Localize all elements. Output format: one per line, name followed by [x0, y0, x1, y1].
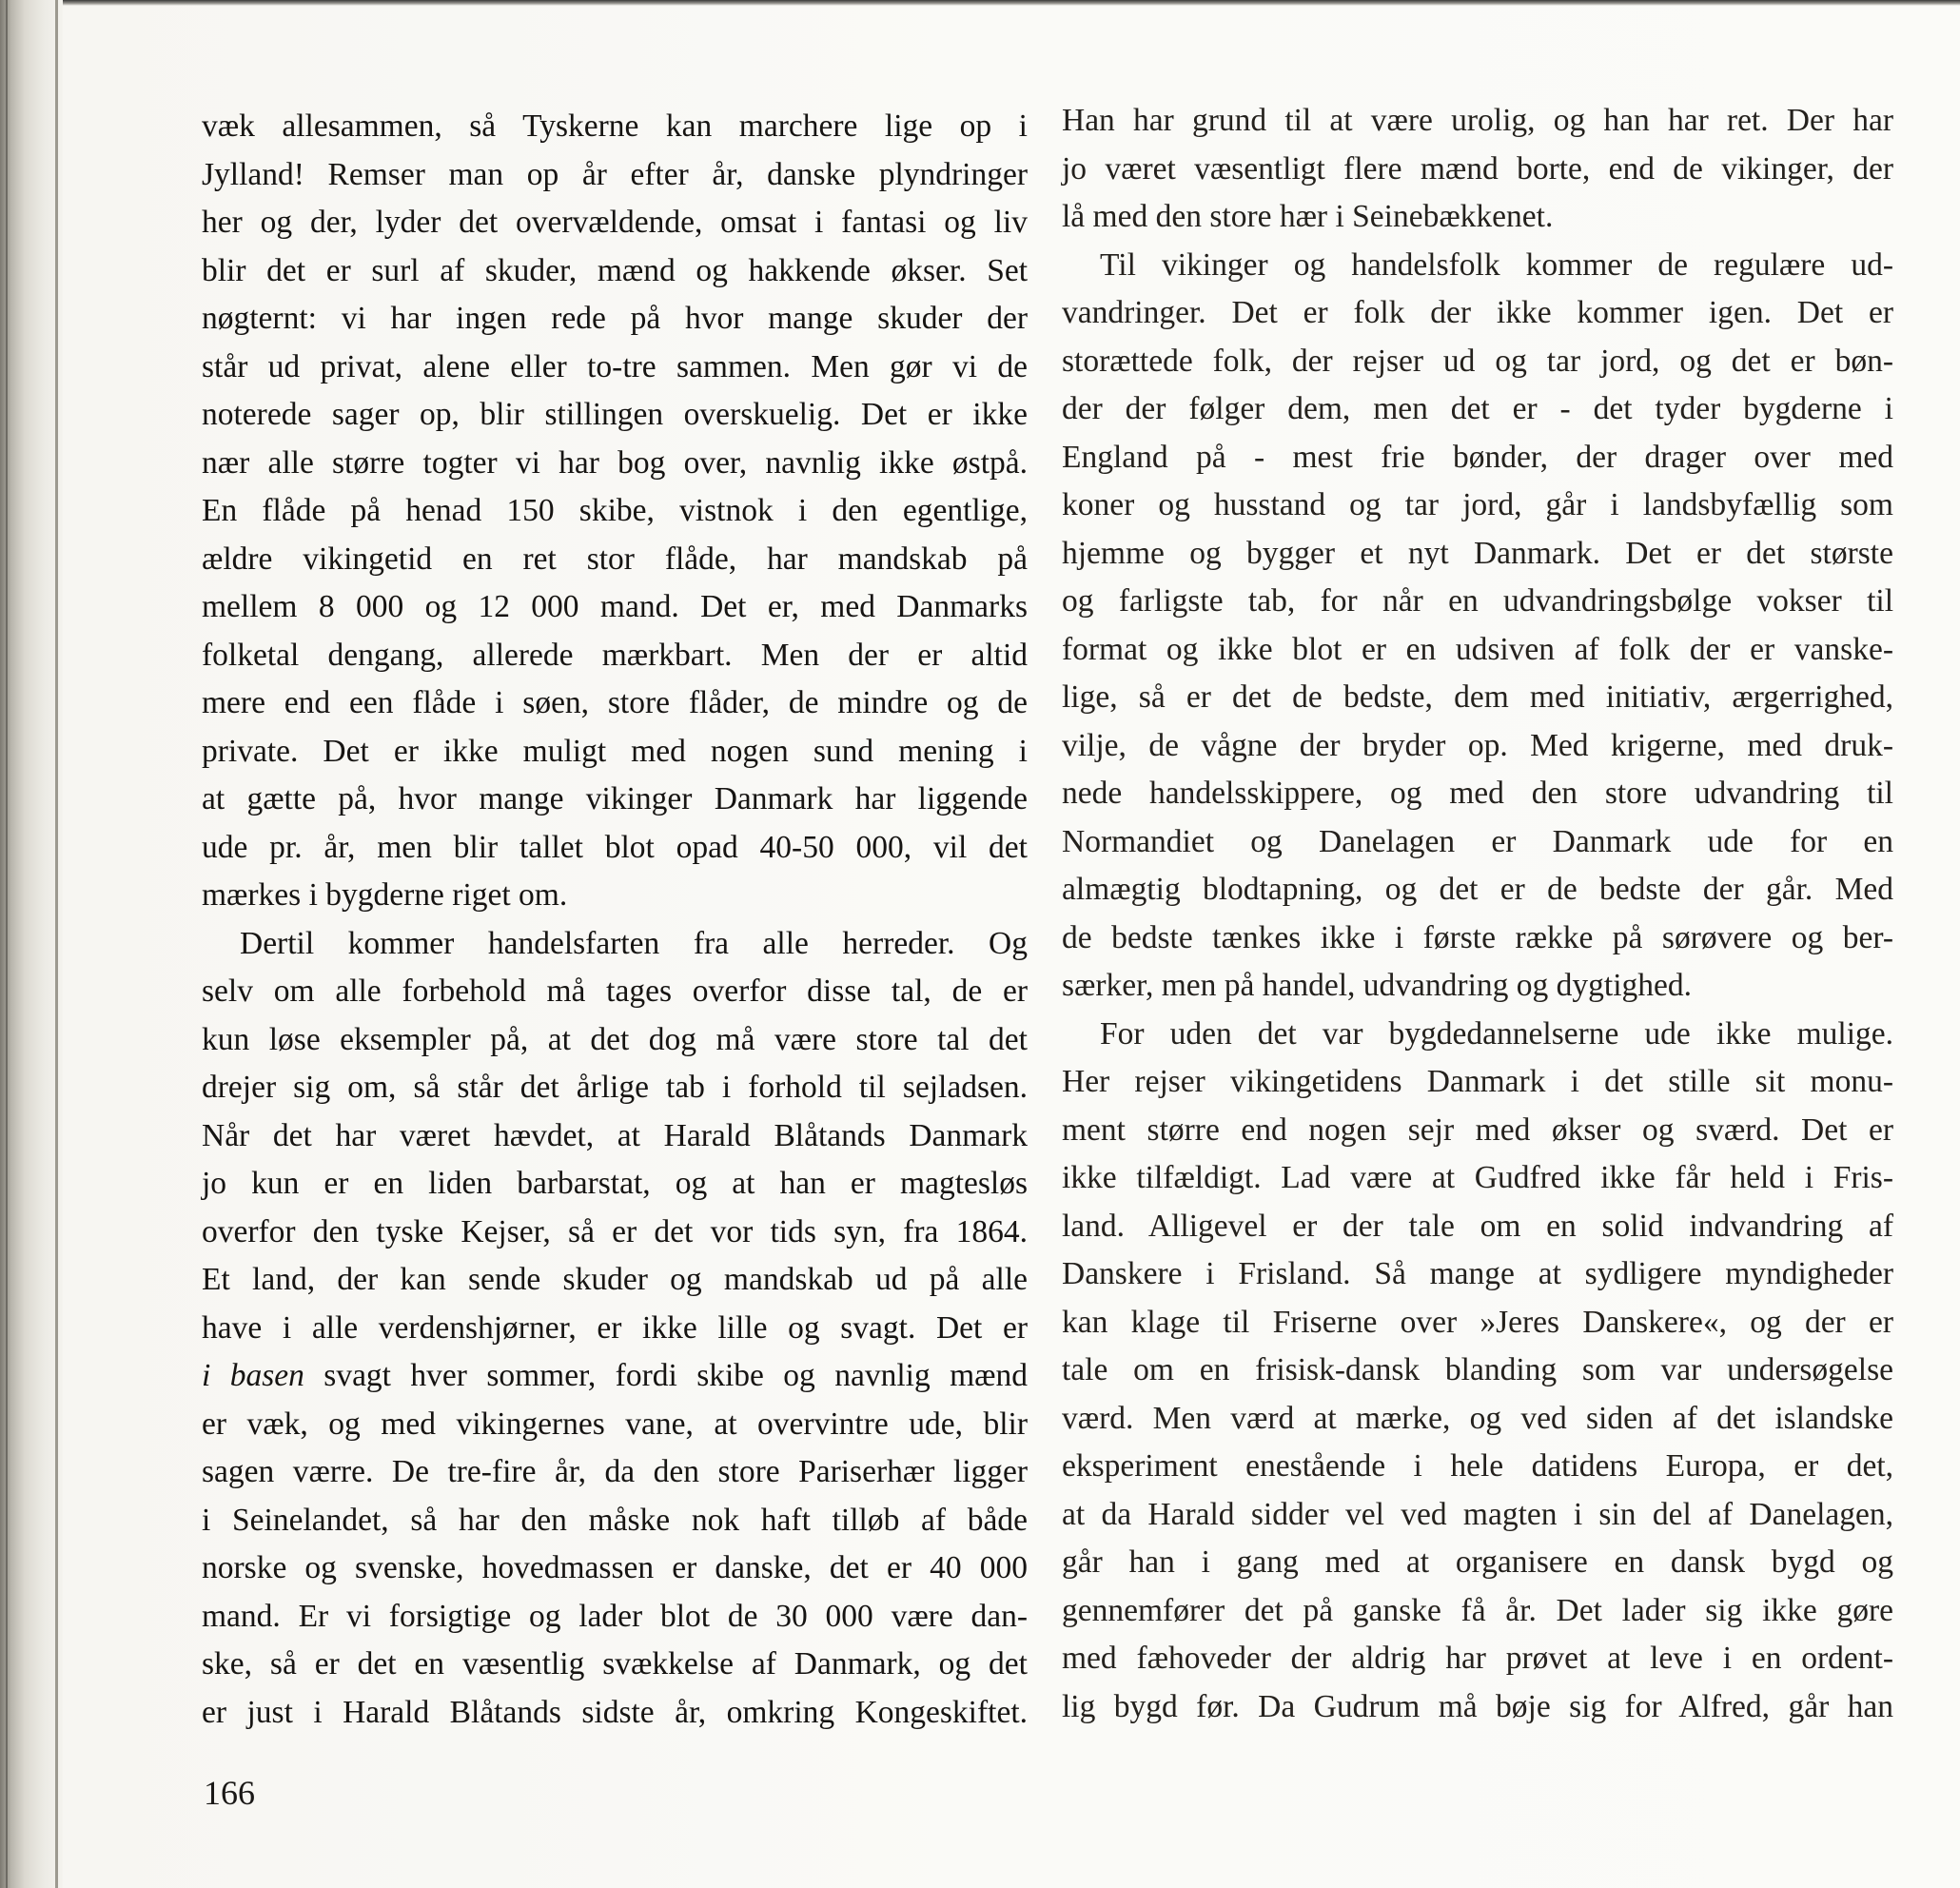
text-line: nede handelsskippere, og med den store udvandring til [1062, 776, 1893, 811]
text-line: En flåde på henad 150 skibe, vistnok i den egentlige, [202, 493, 1028, 528]
right-text-column [1062, 97, 1893, 1731]
text-line: format og ikke blot er en udsiven af folk der er vanske- [1062, 631, 1893, 667]
text-line: er just i Harald Blåtands sidste år, omkring Kongeskiftet. [202, 1694, 1028, 1730]
text-line: her og der, lyder det overvældende, omsat i fantasi og liv [202, 205, 1028, 240]
text-line: hjemme og bygger et nyt Danmark. Det er det største [1062, 535, 1893, 571]
text-line: ment større end nogen sejr med økser og sværd. Det er [1062, 1111, 1893, 1148]
text-line: at da Harald sidder vel ved magten i sin del af Danelagen, [1062, 1496, 1893, 1532]
text-line: særker, men på handel, udvandring og dygtighed. [1062, 968, 1693, 1003]
text-line: noterede sager op, blir stillingen overskuelig. Det er ikke [202, 397, 1028, 432]
text-line: vilje, de vågne der bryder op. Med krigerne, med druk- [1062, 727, 1893, 763]
text-line: ikke tilfældigt. Lad være at Gudfred ikke får held i Fris- [1062, 1160, 1893, 1195]
text-line: tale om en frisisk-dansk blanding som var undersøgelse [1062, 1352, 1893, 1387]
text-line: Danskere i Frisland. Så mange at sydligere myndigheder [1062, 1256, 1893, 1291]
text-line: vandringer. Det er folk der ikke kommer igen. Det er [1062, 295, 1893, 330]
text-line: lige, så er det de bedste, dem med initiativ, ærgerrighed, [1062, 679, 1893, 715]
italic-phrase: i basen [202, 1358, 304, 1393]
text-line: går han i gang med at organisere en dansk bygd og [1062, 1544, 1893, 1580]
text-line: væk allesammen, så Tyskerne kan marchere lige op i [202, 108, 1028, 144]
text-line: koner og husstand og tar jord, går i landsbyfællig som [1062, 487, 1893, 522]
text-line [202, 1352, 1028, 1401]
text-line: kan klage til Friserne over »Jeres Danskere«, og der er [1062, 1304, 1893, 1340]
edge-line [6, 0, 8, 1888]
text-line: Dertil kommer handelsfarten fra alle herreder. Og [240, 925, 1028, 961]
text-line: eksperiment enestående i hele datidens Europa, er det, [1062, 1448, 1893, 1484]
text-line: jo været væsentligt flere mænd borte, end de vikinger, der [1062, 150, 1893, 187]
text-line: Til vikinger og handelsfolk kommer de regulære ud- [1100, 246, 1893, 283]
page-number: 166 [204, 1774, 255, 1812]
edge-line [55, 0, 58, 1888]
text-line: er væk, og med vikingernes vane, at overvintre ude, blir [202, 1406, 1028, 1442]
text-line: de bedste tænkes ikke i første række på sørøvere og ber- [1062, 919, 1893, 955]
text-line: For uden det var bygdedannelserne ude ikke mulige. [1100, 1015, 1893, 1052]
text-line: ske, så er det en væsentlig svækkelse af Danmark, og det [202, 1646, 1028, 1682]
text-line: at gætte på, hvor mange vikinger Danmark har liggende [202, 781, 1028, 816]
text-line: der der følger dem, men det er - det tyder bygderne i [1062, 391, 1893, 426]
text-line: norske og svenske, hovedmassen er danske, det er 40 000 [202, 1550, 1028, 1585]
top-page-edge [0, 0, 1960, 6]
text-line: Jylland! Remser man op år efter år, danske plyndringer [202, 156, 1028, 192]
text-line: ude pr. år, men blir tallet blot opad 40-50 000, vil det [202, 829, 1028, 865]
text-line: England på - mest frie bønder, der drager over med [1062, 439, 1893, 475]
text-line: mærkes i bygderne riget om. [202, 877, 568, 913]
line-text: svagt hver sommer, fordi skibe og navnlig mænd [304, 1358, 1028, 1393]
text-line: Han har grund til at være urolig, og han har ret. Der har [1062, 103, 1893, 138]
text-line: overfor den tyske Kejser, så er det vor tids syn, fra 1864. [202, 1213, 1028, 1249]
text-line: land. Alligevel er der tale om en solid indvandring af [1062, 1208, 1893, 1244]
text-line: Her rejser vikingetidens Danmark i det stille sit monu- [1062, 1064, 1893, 1099]
text-line: selv om alle forbehold må tages overfor disse tal, de er [202, 974, 1028, 1009]
text-line: gennemfører det på ganske få år. Det lader sig ikke gøre [1062, 1592, 1893, 1628]
text-line: Når det har været hævdet, at Harald Blåtands Danmark [202, 1117, 1028, 1153]
text-line: nær alle større togter vi har bog over, navnlig ikke østpå. [202, 444, 1028, 481]
left-page-edge [0, 0, 63, 1888]
text-line: private. Det er ikke muligt med nogen sund mening i [202, 733, 1028, 769]
text-line: mellem 8 000 og 12 000 mand. Det er, med Danmarks [202, 589, 1028, 624]
text-line: storættede folk, der rejser ud og tar jord, og det er bøn- [1062, 343, 1893, 379]
left-text-column [202, 103, 1028, 1737]
text-line: almægtig blodtapning, og det er de bedste der går. Med [1062, 872, 1893, 907]
text-line: i Seinelandet, så har den måske nok haft tilløb af både [202, 1502, 1028, 1538]
text-line: sagen værre. De tre-fire år, da den store Pariserhær ligger [202, 1454, 1028, 1489]
text-line: med fæhoveder der aldrig har prøvet at leve i en ordent- [1062, 1641, 1893, 1676]
text-line: Normandiet og Danelagen er Danmark ude for en [1062, 823, 1893, 859]
text-line: folketal dengang, allerede mærkbart. Men der er altid [202, 637, 1028, 673]
text-line: og farligste tab, for når en udvandringsbølge vokser til [1062, 583, 1893, 619]
text-line: værd. Men værd at mærke, og ved siden af det islandske [1062, 1400, 1893, 1436]
text-line: står ud privat, alene eller to-tre sammen. Men gør vi de [202, 348, 1028, 384]
text-line: lå med den store hær i Seinebækkenet. [1062, 199, 1554, 234]
text-line: mand. Er vi forsigtige og lader blot de 30 000 være dan- [202, 1598, 1028, 1634]
text-line: drejer sig om, så står det årlige tab i forhold til sejladsen. [202, 1070, 1028, 1105]
text-line: mere end een flåde i søen, store flåder, de mindre og de [202, 685, 1028, 720]
text-line: Et land, der kan sende skuder og mandskab ud på alle [202, 1262, 1028, 1297]
text-line: kun løse eksempler på, at det dog må være store tal det [202, 1021, 1028, 1057]
text-line: have i alle verdenshjørner, er ikke lille og svagt. Det er [202, 1309, 1028, 1346]
text-line: jo kun er en liden barbarstat, og at han er magtesløs [202, 1166, 1028, 1201]
text-line: lig bygd før. Da Gudrum må bøje sig for Alfred, går han [1062, 1688, 1893, 1724]
text-line: ældre vikingetid en ret stor flåde, har mandskab på [202, 541, 1028, 577]
text-line: blir det er surl af skuder, mænd og hakkende økser. Set [202, 252, 1028, 288]
text-line: nøgternt: vi har ingen rede på hvor mange skuder der [202, 301, 1028, 336]
